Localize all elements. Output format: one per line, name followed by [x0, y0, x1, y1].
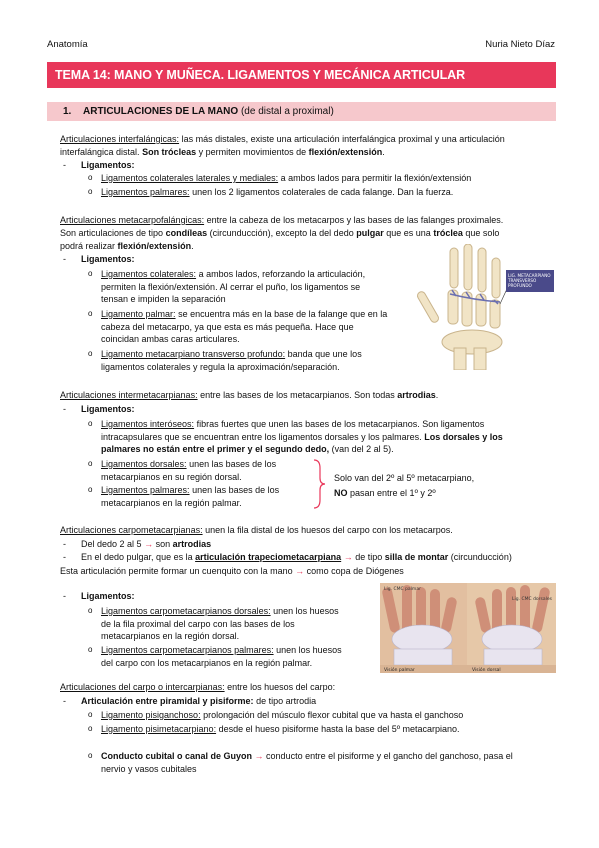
arrow-icon: → [144, 539, 154, 549]
text-bold: artrodias [397, 390, 436, 400]
text: y permiten movimientos de [198, 147, 307, 157]
circle-bullet-icon: o [88, 269, 93, 278]
list-item [101, 708, 463, 722]
lig-name: Ligamentos carpometacarpianos dorsales: [101, 606, 271, 616]
circle-bullet-icon: o [88, 459, 93, 468]
intermeta-title: Articulaciones intermetacarpianas: [60, 390, 198, 400]
ligamentos-label: Ligamentos: [81, 254, 135, 264]
arrow-icon: → [254, 751, 264, 761]
lig-name: Ligamentos colaterales: [101, 269, 197, 279]
image-caption-2: Visión dorsal [472, 668, 501, 673]
text: En el dedo pulgar, que es la [81, 552, 193, 562]
text: son [155, 539, 171, 549]
text: Son articulaciones de tipo [60, 228, 164, 238]
section-subtitle: (de distal a proximal) [240, 106, 334, 117]
list-item-cont: metacarpianos en la región dorsal. [101, 631, 240, 641]
list-item [101, 749, 513, 763]
list-item-cont [101, 442, 394, 456]
list-item [101, 417, 484, 431]
section-title [83, 106, 334, 117]
text-bold: articulación trapeciometacarpiana [195, 552, 342, 562]
lig-name: Ligamento metacarpiano transverso profundo: [101, 349, 286, 359]
circle-bullet-icon: o [88, 724, 93, 733]
dash-bullet: - [63, 552, 66, 562]
lig-name: Ligamentos palmares: [101, 485, 190, 495]
text: como copa de Diógenes [306, 566, 404, 576]
list-item [101, 185, 453, 199]
list-item-cont: tensan e impiden la separación [101, 294, 226, 304]
circle-bullet-icon: o [88, 710, 93, 719]
lig-name: Ligamentos palmares: [101, 187, 190, 197]
carpo-line1 [60, 680, 335, 694]
text: podrá realizar [60, 241, 116, 251]
carpometacarpal-image [380, 583, 556, 673]
text: entre los huesos del carpo: [227, 682, 336, 692]
lig-desc: desde el hueso pisiforme hasta la base del 5º metacarpiano. [218, 724, 460, 734]
text: de tipo artrodia [256, 696, 317, 706]
circle-bullet-icon: o [88, 645, 93, 654]
lig-name: Ligamentos interóseos: [101, 419, 195, 429]
carpometa-line3 [60, 564, 404, 578]
text-bold: Los dorsales y los [424, 432, 503, 442]
lig-desc: se encuentra más en la base de la falange que en la [178, 309, 388, 319]
header-subject: Anatomía [47, 39, 88, 50]
dash-bullet: - [63, 254, 66, 264]
text: unen la fila distal de los huesos del carpo con los metacarpos. [205, 525, 453, 535]
list-item-cont: de la fila proximal del carpo con las bases de los [101, 619, 295, 629]
text-bold: Articulación entre piramidal y pisiforme: [81, 696, 254, 706]
carpometa-dash1 [81, 537, 211, 551]
list-item [101, 722, 460, 736]
meta-line1 [60, 213, 503, 227]
list-item [101, 347, 362, 361]
text-bold: Son trócleas [142, 147, 197, 157]
circle-bullet-icon: o [88, 187, 93, 196]
dash-bullet: - [63, 539, 66, 549]
title-bar [47, 62, 556, 88]
image-label-2: Lig. CMC dorsales [512, 597, 552, 602]
hand-ligament-image [416, 244, 556, 370]
text-bold: flexión/extensión [117, 241, 192, 251]
list-item [101, 457, 276, 471]
section-number: 1. [63, 106, 72, 117]
list-item-cont: del carpo con los metacarpianos en la región palmar. [101, 658, 313, 668]
lig-name: Ligamento pisiganchoso: [101, 710, 201, 720]
lig-desc: unen las bases de los [192, 485, 280, 495]
meta-title: Articulaciones metacarpofalángicas: [60, 215, 205, 225]
lig-name: Ligamentos colaterales laterales y mediales: [101, 173, 279, 183]
text-bold: artrodias [172, 539, 212, 549]
header-author: Nuria Nieto Díaz [485, 39, 555, 50]
dash-bullet: - [63, 696, 66, 706]
list-item [101, 643, 342, 657]
text: (circunducción), excepto la del dedo [209, 228, 354, 238]
lig-name: Ligamentos dorsales: [101, 459, 187, 469]
dash-bullet: - [63, 591, 66, 601]
image-caption-1: Visión palmar [384, 668, 415, 673]
circle-bullet-icon: o [88, 485, 93, 494]
interfal-line2: interfalángica distal. Son trócleas y permiten movimientos de flexión/extensión. [60, 147, 385, 157]
list-item-cont: cabeza del metacarpo, ya que esta es más pequeña. Hace que [101, 322, 354, 332]
circle-bullet-icon: o [88, 606, 93, 615]
text-bold: tróclea [433, 228, 463, 238]
list-item-cont: metacarpianos en su región dorsal. [101, 472, 242, 482]
lig-name: Ligamento palmar: [101, 309, 176, 319]
dash-bullet: - [63, 404, 66, 414]
section-bar [47, 102, 556, 121]
intermeta-line1: Articulaciones intermetacarpianas: entre las bases de los metacarpianos. Son todas artrodias. [60, 390, 439, 400]
carpometa-line1 [60, 523, 453, 537]
list-item-cont: metacarpianos en la región palmar. [101, 498, 242, 508]
brace-icon [312, 458, 326, 510]
text-bold: flexión/extensión [308, 147, 383, 157]
lig-desc: unen los 2 ligamentos colaterales de cada falange. Dan la fuerza. [192, 187, 454, 197]
list-item [101, 171, 471, 185]
lig-desc: unen los huesos [276, 645, 342, 655]
text: interfalángica distal. [60, 147, 140, 157]
lig-name: Ligamentos carpometacarpianos palmares: [101, 645, 274, 655]
ligamentos-label: Ligamentos: [81, 160, 135, 170]
text: entre las bases de los metacarpianos. Son todas [200, 390, 395, 400]
lig-desc: fibras fuertes que unen las bases de los metacarpianos. Son ligamentos [196, 419, 485, 429]
lig-name: Ligamento pisimetacarpiano: [101, 724, 217, 734]
carpo-title: Articulaciones del carpo o intercarpianas: [60, 682, 225, 692]
text: intracapsulares que se encuentran entre los ligamentos dorsales y los palmares. [101, 432, 422, 442]
interfal-line1 [60, 132, 505, 146]
lig-desc: banda que une los [287, 349, 362, 359]
list-item-cont: nervio y vasos cubitales [101, 764, 197, 774]
dash-bullet: - [63, 160, 66, 170]
brace-note-1: Solo van del 2º al 5º metacarpiano, [334, 473, 475, 483]
lig-desc: unen las bases de los [189, 459, 277, 469]
circle-bullet-icon: o [88, 349, 93, 358]
carpometa-title: Articulaciones carpometacarpianas: [60, 525, 203, 535]
image-label-1: Lig. CMC palmar [384, 587, 421, 592]
text-bold: pulgar [356, 228, 384, 238]
carpometa-dash2 [81, 550, 512, 564]
list-item-cont: permiten la flexión/extensión. Al cerrar el puño, los ligamentos se [101, 282, 361, 292]
lig-desc: prolongación del músculo flexor cubital que va hasta el ganchoso [203, 710, 464, 720]
brace-note-2 [334, 486, 436, 500]
circle-bullet-icon: o [88, 173, 93, 182]
text: pasan entre el 1º y 2º [350, 488, 436, 498]
text: de tipo [355, 552, 383, 562]
text-bold: palmares no están entre el primer y el segundo dedo, [101, 444, 330, 454]
list-item [101, 307, 387, 321]
list-item-cont: ligamentos colaterales y regula la aproximación/separación. [101, 362, 340, 372]
meta-line3: podrá realizar flexión/extensión. [60, 241, 194, 251]
circle-bullet-icon: o [88, 309, 93, 318]
text: que es una [386, 228, 431, 238]
lig-desc: unen los huesos [273, 606, 339, 616]
image-label: LIG. METACARPIANO TRANSVERSO PROFUNDO [508, 273, 551, 288]
text: entre la cabeza de los metacarpos y las bases de las falanges proximales. [206, 215, 504, 225]
ligamentos-label: Ligamentos: [81, 404, 135, 414]
text-bold: silla de montar [384, 552, 449, 562]
carpo-dash1 [81, 694, 316, 708]
lig-desc: a ambos lados para permitir la flexión/extensión [280, 173, 472, 183]
text: (van del 2 al 5). [331, 444, 394, 454]
list-item-cont: coincidan ambas caras articulares. [101, 334, 240, 344]
page-title: TEMA 14: MANO Y MUÑECA. LIGAMENTOS Y MECÁNICA ARTICULAR [55, 68, 466, 82]
text: que solo [465, 228, 500, 238]
text-bold: NO [334, 488, 348, 498]
section-label: ARTICULACIONES DE LA MANO [83, 106, 239, 117]
arrow-icon: → [343, 552, 353, 562]
circle-bullet-icon: o [88, 419, 93, 428]
text-bold: condíleas [165, 228, 208, 238]
list-item [101, 267, 365, 281]
list-item [101, 483, 279, 497]
text: conducto entre el pisiforme y el gancho del ganchoso, pasa el [266, 751, 513, 761]
meta-line2 [60, 226, 499, 240]
lig-desc: a ambos lados, reforzando la articulación, [198, 269, 366, 279]
list-item [101, 604, 339, 618]
text: Esta articulación permite formar un cuenquito con la mano [60, 566, 293, 576]
text: Del dedo 2 al 5 [81, 539, 142, 549]
interfal-text: las más distales, existe una articulación interfalángica proximal y una articulación [181, 134, 505, 144]
ligamentos-label: Ligamentos: [81, 591, 135, 601]
interfal-title: Articulaciones interfalángicas: [60, 134, 180, 144]
circle-bullet-icon: o [88, 751, 93, 760]
text-bold: Conducto cubital o canal de Guyon [101, 751, 253, 761]
text: (circunducción) [450, 552, 512, 562]
arrow-icon: → [295, 566, 305, 576]
